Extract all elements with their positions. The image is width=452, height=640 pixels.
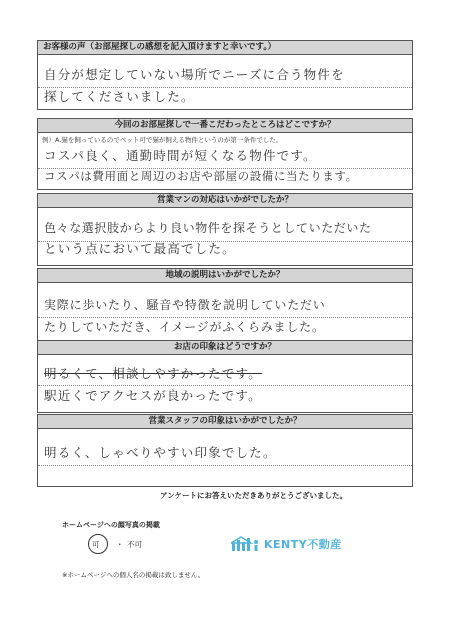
struck-answer-line: 明るくて、相談しやすかったです。 (44, 366, 262, 381)
option-no[interactable]: 不可 (127, 540, 142, 549)
section-sales-response (37, 193, 413, 266)
section-staff-impression (37, 414, 413, 487)
answer-box (37, 355, 413, 413)
section-title: お客様の声（お部屋探しの感想を記入頂けますと幸いです。） (37, 40, 413, 55)
answer-line-1: 実際に歩いたり、騒音や特徴を説明していただい (44, 298, 326, 312)
section-title: 地域の説明はいかがでしたか？ (37, 268, 413, 283)
thanks-message: アンケートにお答えいただきありがとうございました。 (160, 491, 348, 500)
answer-line-2: という点において最高でした。 (44, 241, 236, 256)
section-title: お店の印象はどうですか？ (37, 340, 413, 355)
answer-line-2: コスパは費用面と周辺のお店や部屋の設備に当たります。 (44, 169, 358, 183)
answer-line-1: 色々な選択肢からより良い物件を探そうとしていただいた (44, 221, 372, 235)
answer-line-1: コスパ良く、通勤時間が短くなる物件です。 (44, 148, 317, 163)
answer-line-1: 駅近くでアクセスが良かったです。 (44, 388, 262, 403)
section-priority (37, 118, 413, 190)
answer-line-2: 探してくださいました。 (44, 89, 195, 104)
answer-box (37, 208, 413, 266)
answer-box (37, 429, 413, 487)
logo-text: KENTY不動産 (264, 538, 342, 551)
answer-line-1: 自分が想定していない場所でニーズに合う物件を (44, 67, 345, 82)
option-separator: ・ (116, 540, 124, 549)
section-title: 今回のお部屋探しで一番こだわったところはどこですか？ (37, 118, 413, 133)
answer-box (37, 283, 413, 341)
section-area-explanation (37, 268, 413, 341)
option-yes[interactable]: 可 (92, 540, 100, 549)
section-store-impression (37, 340, 413, 413)
company-logo (231, 536, 342, 552)
answer-box (37, 55, 413, 110)
answer-line-2: たりしていただき、イメージがふくらみました。 (44, 320, 325, 334)
kenty-logo-icon (231, 536, 261, 552)
answer-box (37, 133, 413, 190)
section-title: 営業スタッフの印象はいかがでしたか？ (37, 414, 413, 429)
section-customer-voice (37, 40, 413, 110)
answer-line-1: 明るく、しゃべりやすい印象でした。 (44, 445, 277, 460)
example-text: 例）A.猫を飼っているのでペット可で猫が飼える物件というのが第一条件でした。 (42, 136, 283, 144)
footnote: ※ホームページへの個人名の掲載は致しません。 (62, 571, 205, 579)
section-title: 営業マンの対応はいかがでしたか？ (37, 193, 413, 208)
photo-consent-title: ホームページへの顔写真の掲載 (62, 521, 160, 529)
